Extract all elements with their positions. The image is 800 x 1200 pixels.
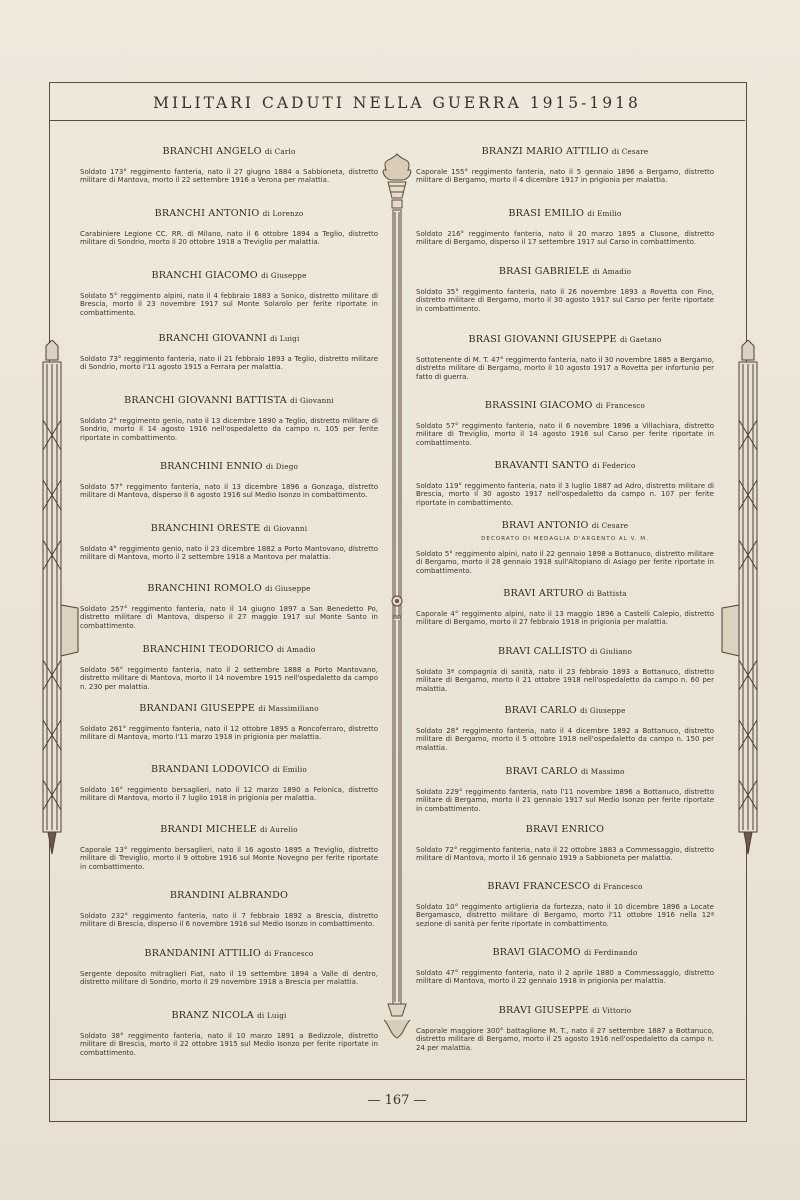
page-number: — 167 —: [367, 1093, 427, 1108]
entry-name: BRAVI GIACOMO di Ferdinando: [492, 947, 638, 958]
entry-name: BRAVI GIUSEPPE di Vittorio: [498, 1005, 632, 1016]
entry-text: Soldato 173° reggimento fanteria, nato il 27 giugno 1884 a Sabbioneta, distretto militare di Mantova, morto il 22 settembre 1916 a Verona per malattia.: [80, 168, 378, 185]
entry-name: BRAVANTI SANTO di Federico: [494, 460, 636, 471]
entry-text: Soldato 229° reggimento fanteria, nato l'11 novembre 1896 a Bottanuco, distretto militare di Bergamo, morto il 21 gennaio 1917 sul Medio Isonzo per ferite riportate in combattimento.: [416, 788, 714, 813]
decoration-note: DECORATO DI MEDAGLIA D'ARGENTO AL V. M.: [481, 536, 649, 542]
entry: [416, 824, 714, 881]
entry-text: Soldato 261° reggimento fanteria, nato il 12 ottobre 1895 a Roncoferraro, distretto militare di Mantova, morto l'11 marzo 1918 in prigionia per malattia.: [80, 725, 378, 742]
entry-name: BRANCHI GIOVANNI BATTISTA di Giovanni: [124, 395, 334, 406]
page-header: [49, 82, 745, 121]
entry-text: Soldato 3ª compagnia di sanità, nato il 23 febbraio 1893 a Bottanuco, distretto militare di Bergamo, morto il 21 ottobre 1918 nell'ospedaletto da campo n. 60 per malattia.: [416, 668, 714, 693]
entry: [80, 583, 378, 644]
entry: [416, 520, 714, 588]
entry: [416, 588, 714, 646]
entry-text: Soldato 72° reggimento fanteria, nato il 22 ottobre 1883 a Commessaggio, distretto militare di Mantova, morto il 16 gennaio 1919 a Sabbioneta per malattia.: [416, 846, 714, 863]
entry-text: Caporale 13° reggimento bersaglieri, nato il 16 agosto 1895 a Treviglio, distretto militare di Treviglio, morto il 9 ottobre 1916 sul Monte Novegno per ferite riportate in combattimento.: [80, 846, 378, 871]
entry: [80, 890, 378, 948]
entry-text: Soldato 47° reggimento fanteria, nato il 2 aprile 1880 a Commessaggio, distretto militare di Mantova, morto il 22 gennaio 1918 in prigionia per malattia.: [416, 969, 714, 986]
entry-name: BRANCHI ANTONIO di Lorenzo: [154, 208, 304, 219]
center-torch-ornament: [376, 150, 418, 1040]
entry-name: BRANCHINI ORESTE di Giovanni: [150, 523, 308, 534]
entry-text: Soldato 73° reggimento fanteria, nato il 21 febbraio 1893 a Teglio, distretto militare di Sondrio, morto l'11 agosto 1915 a Ferrara per malattia.: [80, 355, 378, 372]
entry-text: Soldato 5° reggimento alpini, nato il 4 febbraio 1883 a Sonico, distretto militare di Brescia, morto il 23 novembre 1917 sul Monte Solarolo per ferite riportate in combattimento.: [80, 292, 378, 317]
entry-text: Soldato 5° reggimento alpini, nato il 22 gennaio 1898 a Bottanuco, distretto militare di Bergamo, morto il 28 gennaio 1918 sull'Altopiano di Asiago per ferite riportate in combattimento.: [416, 550, 714, 575]
entry-text: Soldato 16° reggimento bersaglieri, nato il 12 marzo 1890 a Felonica, distretto militare di Mantova, morto il 7 luglio 1918 in prigionia per malattia.: [80, 786, 378, 803]
entry: [80, 644, 378, 703]
entry-text: Soldato 10° reggimento artiglieria da fortezza, nato il 10 dicembre 1896 a Locate Bergamasco, distretto militare di Bergamo, morto l'11 ottobre 1916 nella 12ª sezione di sanità per ferite riportate in combattimento.: [416, 903, 714, 928]
entry-name: BRANDANI LODOVICO di Emilio: [151, 764, 307, 775]
entry-text: Soldato 2° reggimento genio, nato il 13 dicembre 1890 a Teglio, distretto militare di Sondrio, morto il 14 agosto 1916 nell'ospedaletto da campo n. 105 per ferite riportate in combattimento.: [80, 417, 378, 442]
entry-text: Sergente deposito mitraglieri Fiat, nato il 19 settembre 1894 a Valle di dentro, distretto militare di Sondrio, morto il 29 novembre 1918 a Brescia per malattia.: [80, 970, 378, 987]
entry-name: BRANDINI ALBRANDO: [169, 890, 289, 901]
entry: [416, 646, 714, 705]
entry: [416, 208, 714, 266]
entry-text: Soldato 119° reggimento fanteria, nato il 3 luglio 1887 ad Adro, distretto militare di Brescia, morto il 30 agosto 1917 nell'ospedaletto da campo n. 107 per ferite riportate in combattimento.: [416, 482, 714, 507]
entry-name: BRAVI FRANCESCO di Francesco: [487, 881, 643, 892]
entry: [80, 764, 378, 824]
entry-text: Sottotenente di M. T. 47° reggimento fanteria, nato il 30 novembre 1885 a Bergamo, distretto militare di Bergamo, morto il 10 agosto 1917 a Rovetta per infortunio per fatto di guerra.: [416, 356, 714, 381]
entry-name: BRAVI CARLO di Massimo: [505, 766, 625, 777]
entry: [80, 270, 378, 333]
entry: [80, 703, 378, 764]
entry-name: BRANDANI GIUSEPPE di Massimiliano: [139, 703, 319, 714]
entry: [80, 948, 378, 1010]
left-column: [80, 146, 378, 1076]
entry: [80, 824, 378, 890]
entry: [80, 461, 378, 523]
entry-text: Soldato 57° reggimento fanteria, nato il 13 dicembre 1896 a Gonzaga, distretto militare di Mantova, disperso il 6 agosto 1916 sul Medio Isonzo in combattimento.: [80, 483, 378, 500]
entry: [416, 881, 714, 947]
entry: [416, 334, 714, 400]
entry-text: Carabiniere Legione CC. RR. di Milano, nato il 6 ottobre 1894 a Teglio, distretto militare di Sondrio, morto il 20 ottobre 1918 a Treviglio per malattia.: [80, 230, 378, 247]
entry: [416, 400, 714, 460]
entry: [80, 208, 378, 270]
entry: [80, 146, 378, 208]
right-column: [416, 146, 714, 1067]
entry: [80, 333, 378, 395]
entry-text: Soldato 38° reggimento fanteria, nato il 10 marzo 1891 a Bedizzole, distretto militare di Brescia, morto il 22 ottobre 1915 sul Medio Isonzo per ferite riportate in combattimento.: [80, 1032, 378, 1057]
entry-text: Soldato 4° reggimento genio, nato il 23 dicembre 1882 a Porto Mantovano, distretto militare di Mantova, morto il 2 settembre 1918 a Mantova per malattia.: [80, 545, 378, 562]
entry-name: BRANZ NICOLA di Luigi: [171, 1010, 287, 1021]
entry: [80, 395, 378, 461]
entry-name: BRAVI ANTONIO di Cesare: [501, 520, 629, 531]
entry-text: Soldato 28° reggimento fanteria, nato il 4 dicembre 1892 a Bottanuco, distretto militare di Bergamo, morto il 5 ottobre 1918 nell'ospedaletto da campo n. 150 per malattia.: [416, 727, 714, 752]
entry-text: Soldato 232° reggimento fanteria, nato il 7 febbraio 1892 a Brescia, distretto militare di Brescia, disperso il 6 novembre 1916 sul Medio Isonzo in combattimento.: [80, 912, 378, 929]
entry-name: BRANZI MARIO ATTILIO di Cesare: [481, 146, 649, 157]
entry-name: BRANDI MICHELE di Aurelio: [160, 824, 298, 835]
entry-name: BRASI EMILIO di Emilio: [508, 208, 622, 219]
entry-name: BRANCHI GIOVANNI di Luigi: [158, 333, 300, 344]
entry-name: BRASI GIOVANNI GIUSEPPE di Gaetano: [468, 334, 662, 345]
entry: [80, 1010, 378, 1076]
entry: [416, 146, 714, 208]
entry-name: BRANCHI GIACOMO di Giuseppe: [151, 270, 307, 281]
entry: [416, 460, 714, 520]
entry-name: BRAVI CARLO di Giuseppe: [504, 705, 626, 716]
entry: [416, 266, 714, 334]
entry-name: BRANCHINI ENNIO di Diego: [159, 461, 299, 472]
entry-text: Caporale 155° reggimento fanteria, nato il 5 gennaio 1896 a Bergamo, distretto militare di Bergamo, morto il 4 dicembre 1917 in prigionia per malattia.: [416, 168, 714, 185]
entry: [416, 947, 714, 1005]
entry: [416, 766, 714, 824]
entry-text: Soldato 35° reggimento fanteria, nato il 26 novembre 1893 a Rovetta con Fino, distretto militare di Bergamo, morto il 30 agosto 1917 sul Carso per ferite riportate in combattimento.: [416, 288, 714, 313]
page-title: MILITARI CADUTI NELLA GUERRA 1915-1918: [153, 94, 641, 112]
entry-text: Soldato 56° reggimento fanteria, nato il 2 settembre 1888 a Porto Mantovano, distretto militare di Mantova, morto il 14 novembre 1915 nell'ospedaletto da campo n. 230 per malattia.: [80, 666, 378, 691]
entry-name: BRAVI ARTURO di Battista: [503, 588, 627, 599]
entry: [416, 705, 714, 766]
entry-name: BRANDANINI ATTILIO di Francesco: [144, 948, 314, 959]
entry-name: BRASSINI GIACOMO di Francesco: [484, 400, 646, 411]
entry-text: Caporale 4° reggimento alpini, nato il 13 maggio 1896 a Castelli Calepio, distretto militare di Bergamo, morto il 27 febbraio 1918 in prigionia per malattia.: [416, 610, 714, 627]
entry-text: Soldato 57° reggimento fanteria, nato il 6 novembre 1896 a Villachiara, distretto militare di Treviglio, morto il 14 agosto 1916 sul Carso per ferite riportate in combattimento.: [416, 422, 714, 447]
entry-text: Caporale maggiore 300° battaglione M. T., nato il 27 settembre 1887 a Bottanuco, distretto militare di Bergamo, morto il 25 agosto 1916 nell'ospedaletto da campo n. 24 per malattia.: [416, 1027, 714, 1052]
entry-text: Soldato 257° reggimento fanteria, nato il 14 giugno 1897 a San Benedetto Po, distretto militare di Mantova, disperso il 27 maggio 1917 sul Monte Santo in combattimento.: [80, 605, 378, 630]
entry-name: BRANCHI ANGELO di Carlo: [162, 146, 296, 157]
entry: [416, 1005, 714, 1067]
entry-name: BRASI GABRIELE di Amadio: [498, 266, 632, 277]
right-fasces-ornament: [716, 340, 766, 860]
entry-text: Soldato 216° reggimento fanteria, nato il 20 marzo 1895 a Clusone, distretto militare di Bergamo, disperso il 17 settembre 1917 sul Carso in combattimento.: [416, 230, 714, 247]
entry-name: BRANCHINI ROMOLO di Giuseppe: [147, 583, 311, 594]
entry: [80, 523, 378, 583]
entry-name: BRAVI ENRICO: [525, 824, 605, 835]
entry-name: BRANCHINI TEODORICO di Amadio: [142, 644, 316, 655]
page-footer: [49, 1079, 745, 1121]
left-fasces-ornament: [34, 340, 84, 860]
entry-name: BRAVI CALLISTO di Giuliano: [497, 646, 633, 657]
